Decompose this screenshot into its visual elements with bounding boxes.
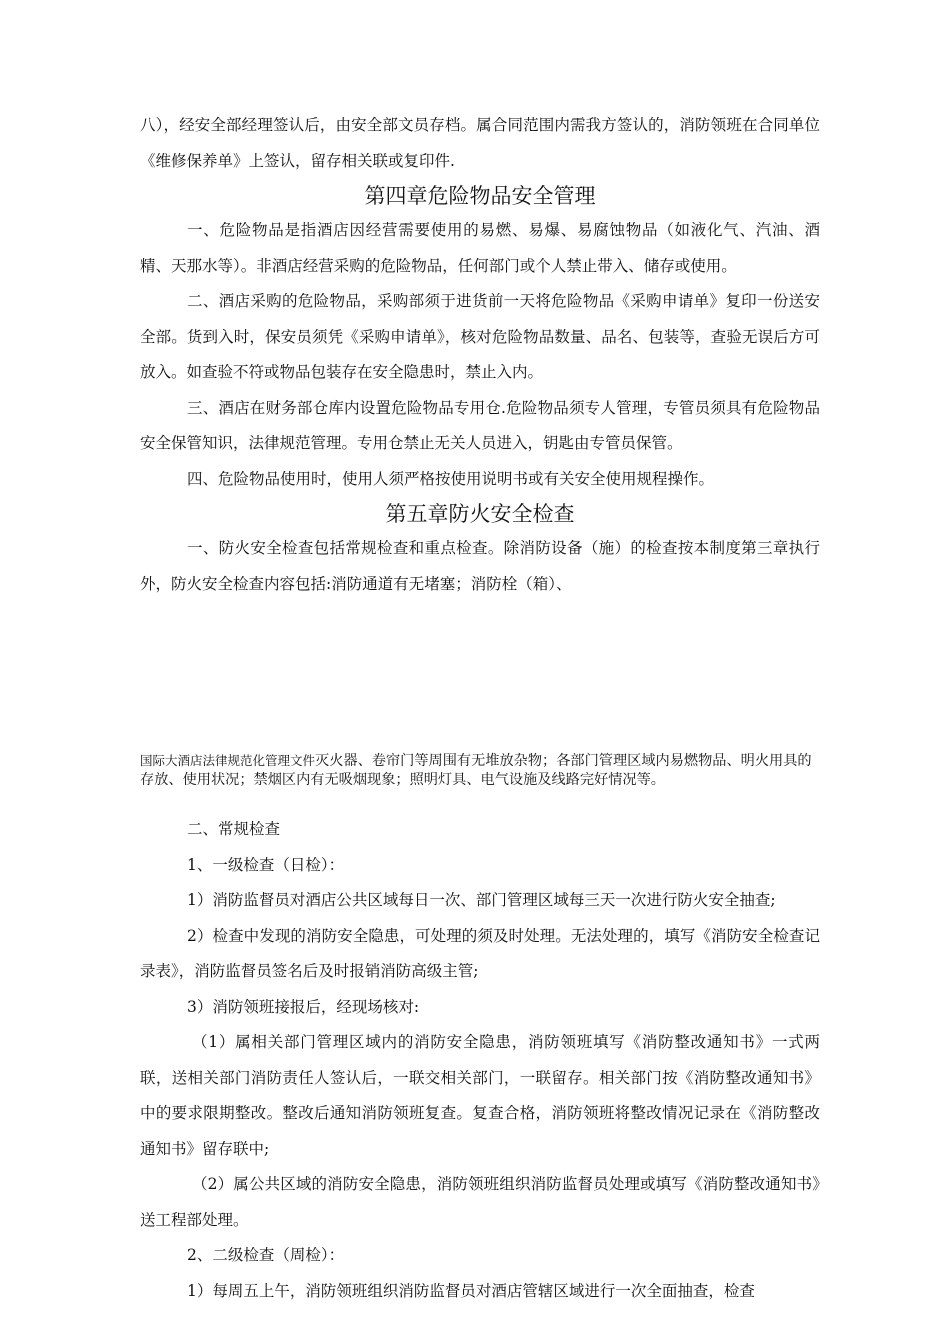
level-2-check-heading: 2、二级检查（周检）：	[187, 1246, 345, 1264]
chapter-5-paragraph-1: 一、防火安全检查包括常规检查和重点检查。除消防设备（施）的检查按本制度第三章执行外，防火安全检查内容包括:消防通道有无堵塞；消防栓（箱）、	[140, 539, 820, 593]
chapter-4-paragraph-1: 一、危险物品是指酒店因经营需要使用的易燃、易爆、易腐蚀物品（如液化气、汽油、酒精、天那水等）。非酒店经营采购的危险物品，任何部门或个人禁止带入、储存或使用。	[140, 221, 820, 275]
document-footer-label: 国际大酒店法律规范化管理文件	[140, 753, 316, 768]
level-1-check-heading: 1、一级检查（日检）：	[187, 855, 345, 874]
chapter-4-paragraph-2: 二、酒店采购的危险物品，采购部须于进货前一天将危险物品《采购申请单》复印一份送安全部。货到入时，保安员须凭《采购申请单》，核对危险物品数量、品名、包装等，查验无误后方可放入。如查验不符或物品包装存在安全隐患时，禁止入内。	[140, 292, 820, 381]
continuation-paragraph	[140, 751, 820, 790]
level-1-item-3-sub-2: （2）属公共区域的消防安全隐患，消防领班组织消防监督员处理或填写《消防整改通知书》送工程部处理。	[140, 1175, 820, 1229]
routine-check-heading: 二、常规检查	[187, 820, 281, 838]
level-2-item-1: 1）每周五上午，消防领班组织消防监督员对酒店管辖区域进行一次全面抽查，检查	[187, 1281, 755, 1300]
chapter-4-title: 第四章危险物品安全管理	[364, 184, 596, 208]
top-section	[140, 108, 820, 602]
chapter-4-paragraph-4: 四、危险物品使用时，使用人须严格按使用说明书或有关安全使用规程操作。	[187, 469, 715, 488]
level-1-item-3: 3）消防领班接报后，经现场核对:	[187, 997, 420, 1016]
level-1-item-2: 2）检查中发现的消防安全隐患，可处理的须及时处理。无法处理的，填写《消防安全检查记录表》，消防监督员签名后及时报销消防高级主管;	[140, 926, 820, 980]
continuation-section	[140, 751, 820, 790]
chapter-5-title: 第五章防火安全检查	[385, 502, 575, 526]
chapter-4-paragraph-3: 三、酒店在财务部仓库内设置危险物品专用仓.危险物品须专人管理，专管员须具有危险物品安全保管知识，法律规范管理。专用仓禁止无关人员进入，钥匙由专管员保管。	[140, 398, 820, 452]
continuation-text: 灭火器、卷帘门等周围有无堆放杂物；各部门管理区域内易燃物品、明火用具的存放、使用状况；禁烟区内有无吸烟现象；照明灯具、电气设施及线路完好情况等。	[140, 753, 812, 788]
level-1-item-1: 1）消防监督员对酒店公共区域每日一次、部门管理区域每三天一次进行防火安全抽查;	[187, 891, 776, 909]
routine-check-section	[140, 812, 820, 1309]
level-1-item-3-sub-1: （1）属相关部门管理区域内的消防安全隐患，消防领班填写《消防整改通知书》一式两联，送相关部门消防责任人签认后，一联交相关部门，一联留存。相关部门按《消防整改通知书》中的要求限期整改。整改后通知消防领班复查。复查合格，消防领班将整改情况记录在《消防整改通知书》留存联中;	[140, 1033, 820, 1158]
intro-paragraph: 八），经安全部经理签认后，由安全部文员存档。属合同范围内需我方签认的，消防领班在合同单位《维修保养单》上签认，留存相关联或复印件.	[140, 116, 820, 170]
